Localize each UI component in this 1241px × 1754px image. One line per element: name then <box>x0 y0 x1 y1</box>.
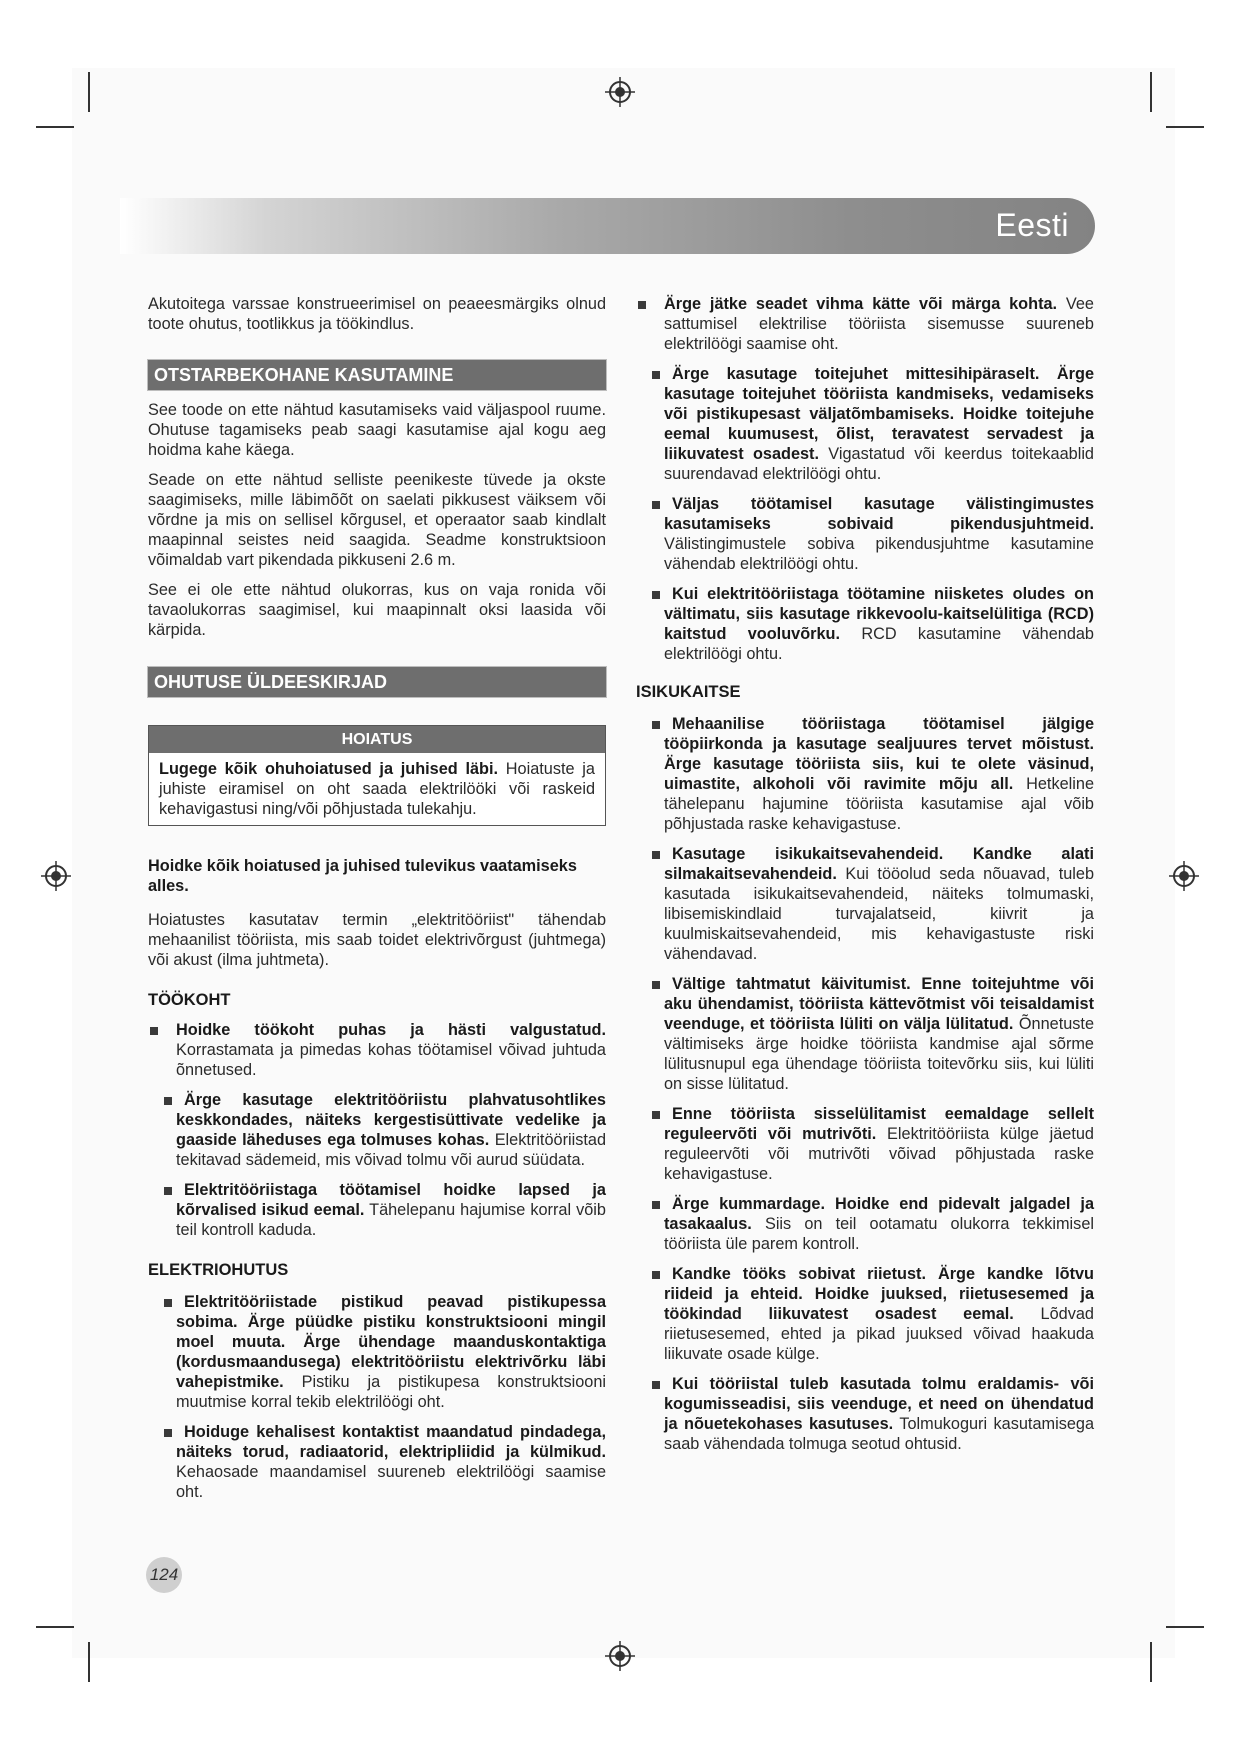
item-text: Hetkeline tähelepanu hajumine tööriista kasutamise ajal võib põhjustada raske kehavigastuse. <box>664 775 1094 833</box>
personal-item <box>636 714 1094 834</box>
item-bold: Kui tööriistal tuleb kasutada tolmu eraldamis- või kogumisseadisi, siis veenduge, et need on ühendatud ja nõuetekohases kasutuses. <box>664 1375 1094 1433</box>
language-banner <box>120 198 1095 254</box>
bullet-square-icon <box>652 371 660 379</box>
item-text: Õnnetuste vältimiseks ärge hoidke tööriista kandmise ajal sõrme lülitusnupul ega ühendage tööriista toitevõrku siis, kui lüliti on sisse lülitatud. <box>664 1015 1094 1093</box>
item-bold: Väljas töötamisel kasutage välistingimustes kasutamiseks sobivaid pikendusjuhtmeid. <box>664 495 1094 533</box>
item-bold: Ärge jätke seadet vihma kätte või märga kohta. <box>664 295 1058 313</box>
right-column <box>636 294 1094 1454</box>
electrical-item <box>636 584 1094 664</box>
item-bold: Elektritööriistaga töötamisel hoidke lapsed ja kõrvalised isikud eemal. <box>176 1181 606 1219</box>
item-text: Siis on teil ootamatu olukorra tekkimisel tööriista üle parem kontroll. <box>664 1215 1094 1253</box>
bullet-square-icon <box>652 1271 660 1279</box>
workplace-item <box>148 1090 606 1170</box>
item-bold: Vältige tahtmatut käivitumist. Enne toitejuhtme või aku ühendamist, tööriista kättevõtmist või teisaldamist veenduge, et tööriista lüliti on välja lülitatud. <box>664 975 1094 1033</box>
registration-mark-icon <box>40 860 72 892</box>
warning-title: HOIATUS <box>149 726 605 753</box>
bullet-square-icon <box>652 851 660 859</box>
item-text: Vee sattumisel elektrilise tööriista sisemusse suureneb elektrilöögi saamise oht. <box>664 295 1094 353</box>
item-text: RCD kasutamine vähendab elektrilöögi ohtu. <box>664 625 1094 663</box>
electrical-item <box>636 294 1094 354</box>
crop-mark <box>36 126 74 128</box>
item-bold: Kui elektritööriistaga töötamine niisketes oludes on vältimatu, siis kasutage rikkevoolu-kaitselülitiga (RCD) kaitstud vooluvõrku. <box>664 585 1094 643</box>
electrical-item <box>636 494 1094 574</box>
item-bold: Ärge kasutage elektritööriistu plahvatusohtlikes keskkondades, näiteks kergestisüttivate vedelike ja gaaside läheduses ega tolmuses kohas. <box>176 1091 606 1149</box>
item-bold: Kandke tööks sobivat riietust. Ärge kandke lõtvu riideid ja ehteid. Hoidke juuksed, riietusesemed ja töökindad liikuvatest osadest eemal. <box>664 1265 1094 1323</box>
item-bold: Mehaanilise tööriistaga töötamisel jälgige tööpiirkonda ja kasutage sealjuures tervet mõistust. Ärge kasutage tööriista siis, kui te olete väsinud, uimastite, alkoholi või ravimite mõju all. <box>664 715 1094 793</box>
item-text: Lõdvad riietusesemed, ehted ja pikad juuksed võivad haakuda liikuvate osade külge. <box>664 1305 1094 1363</box>
registration-mark-icon <box>1168 860 1200 892</box>
bullet-square-icon <box>164 1429 172 1437</box>
item-text: Tolmukoguri kasutamisega saab vähendada tolmuga seotud ohtusid. <box>664 1415 1094 1453</box>
personal-item <box>636 1374 1094 1454</box>
crop-mark <box>1166 126 1204 128</box>
crop-mark <box>36 1626 74 1628</box>
bullet-square-icon <box>164 1187 172 1195</box>
item-bold: Enne tööriista sisselülitamist eemaldage sellelt reguleervõti või mutrivõti. <box>664 1105 1094 1143</box>
workplace-item <box>148 1180 606 1240</box>
item-text: Vigastatud või keerdus toitekaablid suurendavad elektrilöögi ohtu. <box>664 445 1094 483</box>
page-number: 124 <box>146 1557 182 1593</box>
bullet-square-icon <box>652 721 660 729</box>
bullet-square-icon <box>164 1097 172 1105</box>
registration-mark-icon <box>604 1640 636 1672</box>
personal-heading: ISIKUKAITSE <box>636 683 741 701</box>
term-note: Hoiatustes kasutatav termin „elektritööriist" tähendab mehaanilist tööriista, mis saab toidet elektrivõrgust (juhtmega) või akust (ilma juhtmeta). <box>148 911 606 969</box>
bullet-square-icon <box>652 1111 660 1119</box>
bullet-square-icon <box>150 1027 158 1035</box>
bullet-square-icon <box>652 591 660 599</box>
bullet-square-icon <box>652 1381 660 1389</box>
purpose-paragraph: See ei ole ette nähtud olukorras, kus on vaja ronida või tavaolukorras saagimisel, kui maapinnalt oksi laasida või kärpida. <box>148 581 606 639</box>
bullet-square-icon <box>164 1299 172 1307</box>
item-bold: Hoiduge kehalisest kontaktist maandatud pindadega, näiteks torud, radiaatorid, elektripliidid ja külmikud. <box>176 1423 606 1461</box>
keep-instructions-note: Hoidke kõik hoiatused ja juhised tulevikus vaatamiseks alles. <box>148 857 577 895</box>
crop-mark <box>1150 1642 1152 1682</box>
warning-body <box>149 753 605 825</box>
warning-box <box>148 725 606 826</box>
item-text: Korrastamata ja pimedas kohas töötamisel võivad juhtuda õnnetused. <box>176 1041 606 1079</box>
warning-rest: Hoiatuste ja juhiste eiramisel on oht saada elektrilööki või raskeid kehavigastusi ning/või põhjustada tulekahju. <box>159 760 595 818</box>
intro-text: Akutoitega varssae konstrueerimisel on peaeesmärgiks olnud toote ohutus, tootlikkus ja töökindlus. <box>148 295 606 333</box>
personal-item <box>636 1264 1094 1364</box>
item-text: Pistiku ja pistikupesa konstruktsiooni muutmise korral tekib elektrilöögi oht. <box>176 1373 606 1411</box>
workplace-item <box>148 1020 606 1080</box>
item-bold: Hoidke töökoht puhas ja hästi valgustatud. <box>176 1021 606 1039</box>
crop-mark <box>1166 1626 1204 1628</box>
purpose-paragraph: See toode on ette nähtud kasutamiseks vaid väljaspool ruume. Ohutuse tagamiseks peab saagi kasutamise ajal kogu aeg hoidma kahe käega. <box>148 401 606 459</box>
item-bold: Ärge kasutage toitejuhet mittesihipäraselt. Ärge kasutage toitejuhet tööriista kandmiseks, vedamiseks või pistikupesast väljatõmbamiseks. Hoidke toitejuhe eemal kuumusest, õlist, teravatest servadest ja liikuvatest osadest. <box>664 365 1094 463</box>
item-text: Elektritööriistad tekitavad sädemeid, mis võivad tolmu või aurud süüdata. <box>176 1131 606 1169</box>
personal-item <box>636 844 1094 964</box>
warning-bold: Lugege kõik ohuhoiatused ja juhised läbi. <box>159 760 499 778</box>
item-bold: Kasutage isikukaitsevahendeid. Kandke alati silmakaitsevahendeid. <box>664 845 1094 883</box>
bullet-square-icon <box>652 981 660 989</box>
bullet-square-icon <box>638 301 646 309</box>
item-text: Elektritööriista külge jäetud reguleervõti või mutrivõti võivad põhjustada raske kehavigastuse. <box>664 1125 1094 1183</box>
electrical-item <box>636 364 1094 484</box>
language-label: Eesti <box>995 207 1069 243</box>
item-text: Tähelepanu hajumise korral võib teil kontroll kaduda. <box>176 1201 606 1239</box>
left-column <box>148 294 606 1502</box>
crop-mark <box>88 72 90 112</box>
item-text: Kehaosade maandamisel suureneb elektrilöögi saamise oht. <box>176 1463 606 1501</box>
crop-mark <box>1150 72 1152 112</box>
item-bold: Ärge kummardage. Hoidke end pidevalt jalgadel ja tasakaalus. <box>664 1195 1094 1233</box>
registration-mark-icon <box>604 76 636 108</box>
personal-item <box>636 1104 1094 1184</box>
electrical-item <box>148 1422 606 1502</box>
electrical-item <box>148 1292 606 1412</box>
bullet-square-icon <box>652 1201 660 1209</box>
workplace-heading: TÖÖKOHT <box>148 991 231 1009</box>
electrical-heading: ELEKTRIOHUTUS <box>148 1261 289 1279</box>
warning-text <box>159 759 595 819</box>
item-bold: Elektritööriistade pistikud peavad pistikupessa sobima. Ärge püüdke pistiku konstruktsiooni mingil moel muuta. Ärge ühendage maanduskontaktiga (kordusmaandusega) elektritööriistu elektrivõrku läbi vahepistmike. <box>176 1293 606 1391</box>
personal-item <box>636 1194 1094 1254</box>
item-text: Välistingimustele sobiva pikendusjuhtme kasutamine vähendab elektrilöögi ohtu. <box>664 535 1094 573</box>
item-text: Kui tööolud seda nõuavad, tuleb kasutada isikukaitsevahendeid, näiteks tolmumaski, libisemiskindlaid turvajalatseid, kiivrit ja kuulmiskaitsevahendeid, mis kehavigastuste riski vähendavad. <box>664 865 1094 963</box>
section-heading-purpose: OTSTARBEKOHANE KASUTAMINE <box>148 360 606 390</box>
bullet-square-icon <box>652 501 660 509</box>
crop-mark <box>88 1642 90 1682</box>
section-heading-general: OHUTUSE ÜLDEESKIRJAD <box>148 667 606 697</box>
personal-item <box>636 974 1094 1094</box>
purpose-paragraph: Seade on ette nähtud selliste peenikeste tüvede ja okste saagimiseks, mille läbimõõt on saelati pikkusest väiksem või võrdne ja mis on sellisel kõrgusel, et operaator saab kindlalt maapinnal seistes neid saagida. Seadme konstruktsioon võimaldab vart pikendada pikkuseni 2.6 m. <box>148 471 606 569</box>
